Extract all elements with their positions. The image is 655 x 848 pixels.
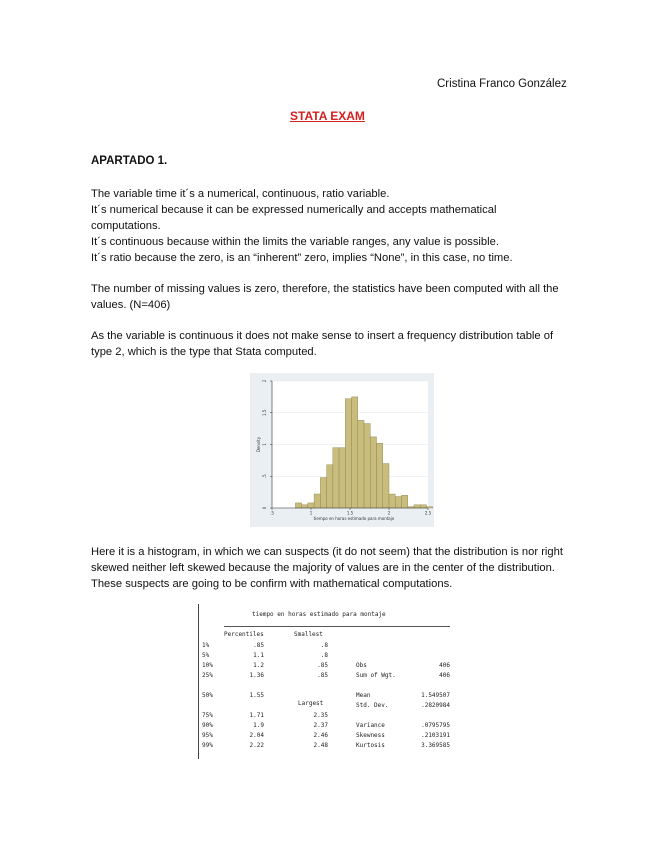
table-title: tiempo en horas estimado para montaje bbox=[252, 611, 386, 618]
histogram-bar bbox=[414, 505, 420, 508]
percentile-value: 2.04 bbox=[249, 732, 264, 739]
stat-label: Mean bbox=[356, 692, 371, 699]
paragraph-line: The variable time it´s a numerical, continuous, ratio variable. bbox=[91, 188, 390, 200]
extreme-value: .85 bbox=[317, 672, 328, 679]
largest-header: Largest bbox=[298, 700, 324, 707]
section-heading: APARTADO 1. bbox=[91, 155, 168, 167]
paragraph-text: Here it is a histogram, in which we can suspects (it do not seem) that the distribution is nor right skewed neither left skewed because the majority of values are in the center of the distribution. These suspects are going to be confirm with mathematical computations. bbox=[91, 546, 563, 590]
extreme-value: 2.37 bbox=[313, 722, 328, 729]
percentile-label: 50% bbox=[202, 692, 213, 699]
histogram-bar bbox=[333, 448, 339, 508]
paragraph-line: It´s continuous because within the limits the variable ranges, any value is possible. bbox=[91, 236, 499, 248]
stat-value: 406 bbox=[439, 672, 450, 679]
histogram-bar bbox=[383, 464, 389, 508]
document-title: STATA EXAM bbox=[290, 109, 365, 123]
y-tick-label: 2 bbox=[262, 379, 267, 383]
paragraph-line: It´s ratio because the zero, is an “inherent” zero, implies “None”, in this case, no time. bbox=[91, 252, 513, 264]
author-name: Cristina Franco González bbox=[437, 78, 567, 90]
x-tick-label: 2 bbox=[387, 510, 391, 516]
extreme-value: .8 bbox=[320, 652, 328, 659]
extreme-value: .85 bbox=[317, 662, 328, 669]
percentile-value: 1.9 bbox=[253, 722, 264, 729]
histogram-bar bbox=[420, 505, 426, 508]
stat-label: Skewness bbox=[356, 732, 385, 739]
histogram-bar bbox=[358, 420, 364, 508]
paragraph-text: As the variable is continuous it does not make sense to insert a frequency distribution table of type 2, which is the type that Stata computed. bbox=[91, 330, 554, 358]
stat-label: Kurtosis bbox=[356, 742, 385, 749]
x-axis-title: tiempo en horas estimado para montaje bbox=[313, 516, 395, 521]
stat-value: .2820984 bbox=[421, 702, 450, 709]
percentile-label: 5% bbox=[202, 652, 210, 659]
x-tick-label: 1 bbox=[309, 510, 313, 516]
histogram-figure bbox=[250, 373, 434, 527]
histogram-bar bbox=[370, 437, 376, 508]
histogram-bar bbox=[364, 424, 370, 508]
x-tick-label: 2.5 bbox=[424, 510, 432, 516]
percentile-value: .85 bbox=[253, 642, 264, 649]
paragraph-frequency-table bbox=[91, 328, 566, 360]
percentile-label: 1% bbox=[202, 642, 210, 649]
table-rule bbox=[224, 626, 450, 627]
histogram-bar bbox=[295, 503, 301, 508]
stat-value: 3.369585 bbox=[421, 742, 450, 749]
histogram-bar bbox=[377, 443, 383, 508]
percentile-value: 1.71 bbox=[249, 712, 264, 719]
stat-value: .0795795 bbox=[421, 722, 450, 729]
extreme-value: .8 bbox=[320, 642, 328, 649]
percentile-label: 10% bbox=[202, 662, 213, 669]
stat-value: 406 bbox=[439, 662, 450, 669]
histogram-chart bbox=[250, 373, 434, 527]
paragraph-missing-values bbox=[91, 281, 566, 313]
stat-label: Std. Dev. bbox=[356, 702, 389, 709]
percentile-label: 25% bbox=[202, 672, 213, 679]
histogram-bar bbox=[320, 478, 326, 508]
histogram-bar bbox=[389, 494, 395, 508]
histogram-bar bbox=[352, 397, 358, 508]
histogram-bar bbox=[308, 503, 314, 508]
y-axis-title: Density bbox=[256, 436, 261, 453]
smallest-header: Smallest bbox=[294, 631, 323, 638]
paragraph-histogram-interpretation bbox=[91, 544, 566, 592]
paragraph-variable-description bbox=[91, 186, 566, 266]
stat-value: 1.549507 bbox=[421, 692, 450, 699]
percentile-label: 99% bbox=[202, 742, 213, 749]
extreme-value: 2.46 bbox=[313, 732, 328, 739]
percentile-value: 1.1 bbox=[253, 652, 264, 659]
stat-label: Sum of Wgt. bbox=[356, 672, 396, 679]
percentile-label: 75% bbox=[202, 712, 213, 719]
histogram-bar bbox=[401, 495, 407, 508]
y-tick-label: 0 bbox=[262, 506, 267, 510]
percentile-value: 2.22 bbox=[249, 742, 264, 749]
y-tick-label: .5 bbox=[262, 474, 267, 479]
summary-statistics-table bbox=[196, 604, 458, 759]
percentile-label: 90% bbox=[202, 722, 213, 729]
extreme-value: 2.35 bbox=[313, 712, 328, 719]
percentiles-header: Percentiles bbox=[224, 631, 264, 638]
histogram-bar bbox=[345, 399, 351, 508]
y-tick-label: 1 bbox=[262, 443, 267, 446]
histogram-bar bbox=[339, 448, 345, 508]
table-left-border bbox=[198, 604, 199, 759]
percentile-value: 1.2 bbox=[253, 662, 264, 669]
percentile-label: 95% bbox=[202, 732, 213, 739]
x-tick-label: .5 bbox=[270, 510, 274, 516]
percentile-value: 1.55 bbox=[249, 692, 264, 699]
histogram-bar bbox=[395, 497, 401, 508]
histogram-bar bbox=[314, 494, 320, 508]
paragraph-text: The number of missing values is zero, therefore, the statistics have been computed with all the values. (N=406) bbox=[91, 283, 559, 311]
histogram-bar bbox=[302, 505, 308, 508]
histogram-bar bbox=[327, 465, 333, 508]
extreme-value: 2.48 bbox=[313, 742, 328, 749]
stat-value: .2103191 bbox=[421, 732, 450, 739]
stat-label: Variance bbox=[356, 722, 385, 729]
percentile-value: 1.36 bbox=[249, 672, 264, 679]
x-tick-label: 1.5 bbox=[346, 510, 354, 516]
stat-label: Obs bbox=[356, 662, 367, 669]
paragraph-line: It´s numerical because it can be expressed numerically and accepts mathematical computations. bbox=[91, 204, 497, 232]
y-tick-label: 1.5 bbox=[262, 409, 267, 416]
